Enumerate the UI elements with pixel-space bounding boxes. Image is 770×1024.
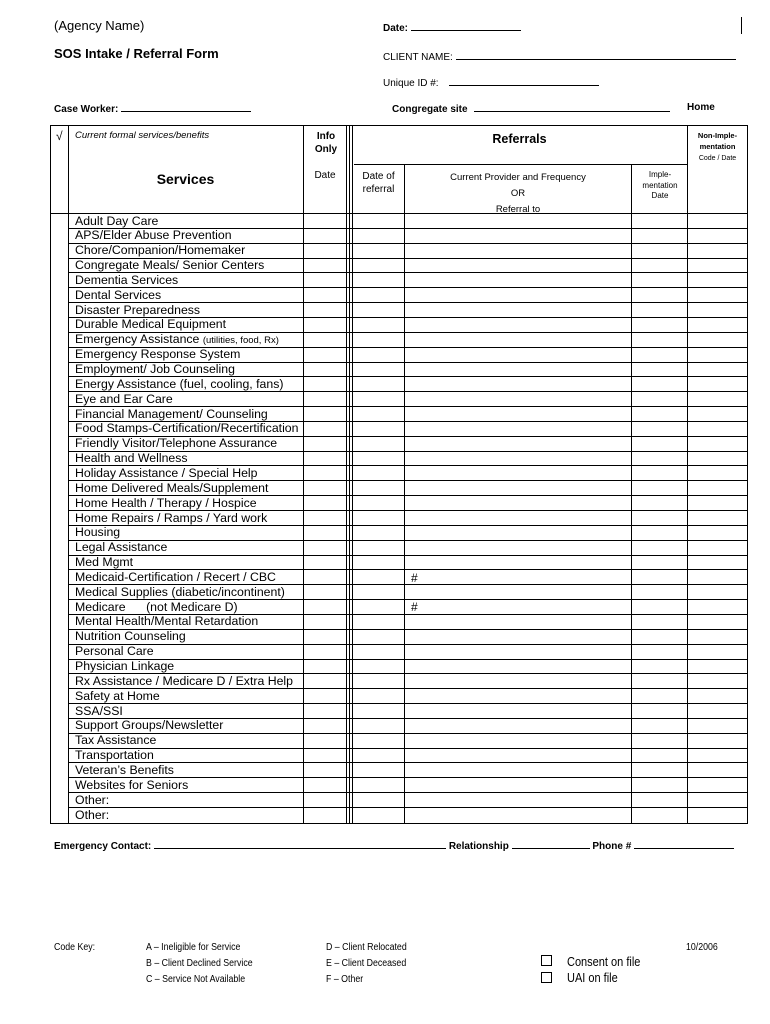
implementation-date-header: Imple-mentation Date	[642, 170, 678, 200]
service-row[interactable]	[75, 392, 173, 407]
row-divider	[68, 703, 748, 704]
service-row[interactable]	[75, 317, 226, 332]
service-row[interactable]	[75, 614, 258, 629]
service-label: Safety at Home	[75, 688, 160, 703]
service-label: Other:	[75, 807, 110, 822]
service-label: Home Delivered Meals/Supplement	[75, 480, 269, 495]
service-label: Home Repairs / Ramps / Yard work	[75, 510, 268, 525]
service-row[interactable]	[75, 436, 277, 451]
unique-id-line	[449, 76, 599, 86]
date-line	[411, 21, 521, 31]
date-of-referral-header: Date of referral	[362, 171, 395, 195]
service-row[interactable]	[75, 689, 160, 704]
date-label: Date:	[383, 23, 409, 34]
info-only-label: Info Only	[314, 131, 338, 155]
current-services-label: Current formal services/benefits	[75, 130, 210, 141]
service-row[interactable]	[75, 377, 283, 392]
service-label: Dementia Services	[75, 272, 179, 287]
service-label: Transportation	[75, 748, 154, 763]
code-e: E – Client Deceased	[326, 958, 407, 969]
service-row[interactable]	[75, 273, 178, 288]
service-label: Dental Services	[75, 287, 162, 302]
service-row[interactable]	[75, 511, 267, 526]
code-date-label: Code / Date	[698, 155, 737, 162]
service-label: APS/Elder Abuse Prevention	[75, 228, 232, 243]
service-row[interactable]	[75, 214, 158, 229]
row-divider	[68, 748, 748, 749]
code-b: B – Client Declined Service	[146, 958, 253, 969]
uai-label: UAI on file	[567, 971, 618, 985]
phone-label: Phone #	[592, 841, 632, 852]
service-row[interactable]	[75, 763, 174, 778]
service-row[interactable]	[75, 421, 298, 436]
service-label: Medical Supplies (diabetic/incontinent)	[75, 584, 285, 599]
services-table	[50, 125, 748, 824]
service-label: Medicare (not Medicare D)	[75, 599, 238, 614]
service-row[interactable]	[75, 258, 264, 273]
phone-line	[634, 839, 734, 849]
service-row[interactable]	[75, 466, 258, 481]
emergency-contact-line	[154, 839, 446, 849]
non-implementation-label: Non-Imple-mentation	[697, 131, 738, 151]
row-divider	[68, 644, 748, 645]
service-label: Legal Assistance	[75, 540, 168, 555]
emergency-assistance-note: (utilities, food, Rx)	[202, 335, 279, 347]
case-worker-label: Case Worker:	[54, 104, 119, 115]
service-row[interactable]	[75, 748, 154, 763]
service-label: Eye and Ear Care	[75, 391, 173, 406]
service-row[interactable]	[75, 659, 174, 674]
service-row[interactable]	[75, 288, 161, 303]
service-label: Veteran’s Benefits	[75, 762, 174, 777]
service-label: Adult Day Care	[75, 213, 159, 228]
provider-line-2: OR	[510, 188, 526, 199]
service-row[interactable]	[75, 332, 279, 347]
row-divider	[68, 287, 748, 288]
service-row[interactable]	[75, 718, 223, 733]
row-divider	[68, 733, 748, 734]
relationship-line	[512, 839, 590, 849]
service-label: Mental Health/Mental Retardation	[75, 614, 259, 629]
client-name-label: CLIENT NAME:	[383, 52, 453, 63]
provider-line-1: Current Provider and Frequency	[450, 172, 586, 183]
date-header: Date	[314, 170, 336, 181]
row-divider	[68, 540, 748, 541]
emergency-contact-field[interactable]	[54, 839, 734, 852]
form-title: SOS Intake / Referral Form	[54, 46, 219, 61]
service-row[interactable]	[75, 243, 245, 258]
service-label: Holiday Assistance / Special Help	[75, 465, 258, 480]
service-label: Disaster Preparedness	[75, 302, 201, 317]
relationship-label: Relationship	[448, 841, 509, 852]
service-row[interactable]	[75, 496, 257, 511]
service-label: Med Mgmt	[75, 555, 134, 570]
service-row[interactable]	[75, 704, 123, 719]
uai-checkbox[interactable]	[541, 972, 552, 983]
code-d: D – Client Relocated	[326, 942, 407, 953]
consent-checkbox[interactable]	[541, 955, 552, 966]
agency-name: (Agency Name)	[54, 18, 145, 33]
service-label: Support Groups/Newsletter	[75, 718, 224, 733]
service-label: Financial Management/ Counseling	[75, 406, 268, 421]
provider-header	[405, 170, 631, 218]
service-label: Other:	[75, 792, 110, 807]
service-row[interactable]	[75, 778, 188, 793]
service-row[interactable]	[75, 600, 238, 615]
congregate-site-line	[474, 102, 670, 112]
code-key-label: Code Key:	[54, 942, 96, 953]
service-label: Employment/ Job Counseling	[75, 362, 235, 376]
service-label: Health and Wellness	[75, 451, 188, 466]
service-row[interactable]	[75, 555, 133, 570]
home-label: Home	[687, 102, 715, 113]
service-label: Durable Medical Equipment	[75, 317, 227, 332]
client-name-line	[456, 50, 736, 60]
service-label: Websites for Seniors	[75, 777, 189, 792]
unique-id-label: Unique ID #:	[383, 78, 439, 89]
service-row[interactable]	[75, 644, 154, 659]
service-row[interactable]	[75, 481, 268, 496]
service-label: Congregate Meals/ Senior Centers	[75, 258, 265, 273]
service-row[interactable]	[75, 808, 109, 823]
service-label: Personal Care	[75, 644, 154, 659]
version-date: 10/2006	[686, 942, 718, 953]
service-row[interactable]	[75, 733, 156, 748]
service-row[interactable]	[75, 407, 268, 422]
service-label: Emergency Response System	[75, 347, 241, 362]
service-row[interactable]	[75, 793, 109, 808]
service-row[interactable]	[75, 674, 293, 689]
medicare-hash-mark: #	[411, 600, 418, 614]
service-row[interactable]	[75, 228, 232, 243]
check-symbol: √	[56, 129, 63, 143]
service-label: Nutrition Counseling	[75, 629, 186, 644]
text-cursor	[741, 17, 742, 34]
service-label: Physician Linkage	[75, 659, 175, 673]
service-row[interactable]	[75, 570, 276, 585]
service-label: Emergency Assistance	[75, 332, 200, 347]
case-worker-field[interactable]	[54, 102, 251, 115]
emergency-contact-label: Emergency Contact:	[54, 841, 152, 852]
service-row[interactable]	[75, 362, 235, 377]
congregate-site-label: Congregate site	[392, 104, 468, 115]
date-field[interactable]	[383, 21, 521, 34]
service-row[interactable]	[75, 451, 188, 466]
service-label: Friendly Visitor/Telephone Assurance	[75, 436, 278, 451]
service-label: Chore/Companion/Homemaker	[75, 243, 246, 258]
row-divider	[68, 688, 748, 689]
service-label: SSA/SSI	[75, 703, 123, 718]
service-label: Housing	[75, 525, 121, 540]
service-label: Medicaid-Certification / Recert / CBC	[75, 569, 276, 584]
provider-line-3: Referral to	[495, 204, 541, 215]
service-label: Energy Assistance (fuel, cooling, fans)	[75, 376, 284, 391]
row-divider	[68, 525, 748, 526]
service-label: Home Health / Therapy / Hospice	[75, 495, 257, 510]
service-row[interactable]	[75, 629, 186, 644]
case-worker-line	[121, 102, 251, 112]
consent-label: Consent on file	[567, 955, 641, 969]
service-row[interactable]	[75, 540, 167, 555]
row-divider	[68, 555, 748, 556]
medicaid-hash-mark: #	[411, 571, 418, 585]
service-row[interactable]	[75, 347, 240, 362]
service-label: Rx Assistance / Medicare D / Extra Help	[75, 673, 294, 688]
code-c: C – Service Not Available	[146, 974, 246, 985]
referrals-label: Referrals	[492, 132, 547, 146]
congregate-site-field[interactable]	[392, 102, 670, 115]
service-label: Tax Assistance	[75, 733, 157, 748]
code-a: A – Ineligible for Service	[146, 942, 241, 953]
unique-id-field[interactable]	[383, 76, 599, 89]
client-name-field[interactable]	[383, 50, 736, 63]
row-divider	[68, 807, 748, 808]
code-f: F – Other	[326, 974, 364, 985]
row-divider	[68, 792, 748, 793]
services-header: Services	[156, 171, 215, 187]
service-row[interactable]	[75, 303, 200, 318]
service-row[interactable]	[75, 525, 120, 540]
service-row[interactable]	[75, 585, 285, 600]
service-label: Food Stamps-Certification/Recertification	[75, 421, 299, 436]
